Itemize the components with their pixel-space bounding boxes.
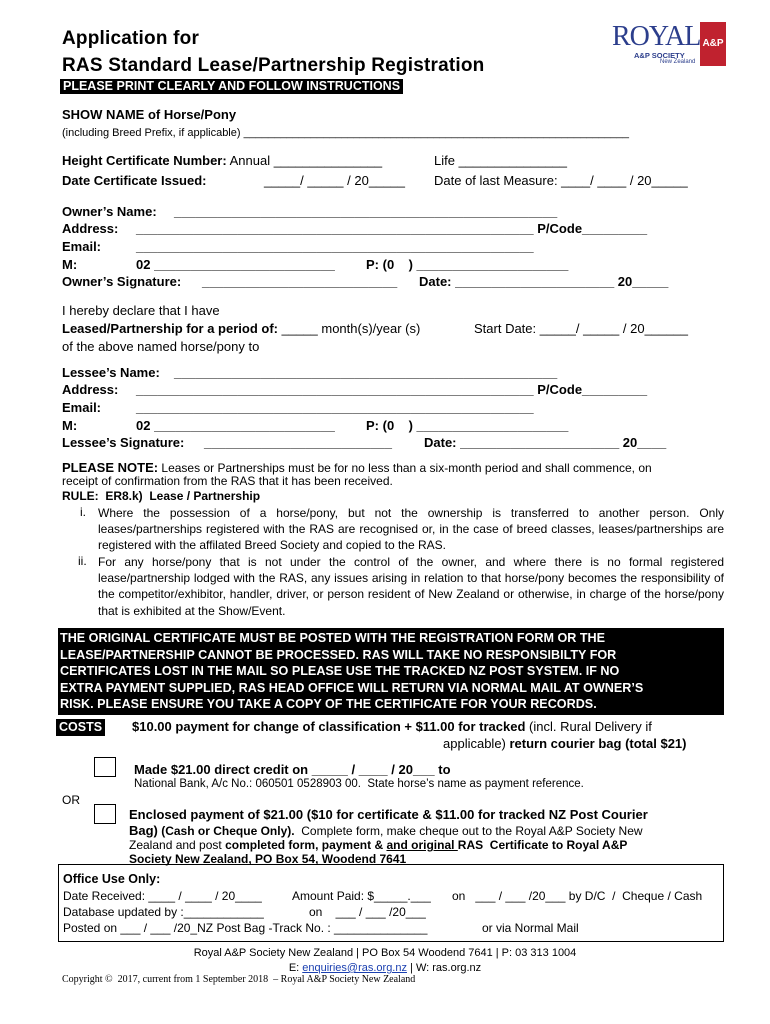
lessee-email-label: Email: [62,400,102,415]
title-line-1: Application for [62,28,200,49]
lessee-mobile-label: M: [62,418,78,433]
lessee-address-label: Address: [62,382,119,397]
direct-credit-checkbox[interactable] [94,757,116,777]
note-line-1 [62,460,652,475]
zealand-line [129,838,627,852]
owner-address-label: Address: [62,221,119,236]
direct-credit-row [134,762,451,777]
owner-date-field[interactable]: Date: ______________________ 20_____ [419,274,669,289]
lessee-name-field[interactable]: _____________________________________________________ [174,365,558,380]
direct-credit-label: Made $21.00 direct credit on [134,762,309,777]
normal-mail-text: or via Normal Mail [482,921,579,935]
posted-field[interactable]: Posted on ___ / ___ /20_NZ Post Bag -Track No. : ______________ [63,921,428,935]
or-text: OR [62,793,80,807]
date-received-field[interactable]: Date Received: ____ / ____ / 20____ [63,889,262,903]
bag-line [129,823,643,838]
rule-item-ii-number: ii. [78,554,87,568]
payment-date-method-field[interactable]: on ___ / ___ /20___ by D/C / Cheque / Cash [452,889,703,903]
zealand-bold-2: RAS Certificate to Royal A&P [457,838,628,852]
date-issued-field[interactable]: _____/ _____ / 20_____ [264,173,405,188]
footer-address: Royal A&P Society New Zealand | PO Box 54 Woodend 7641 | P: 03 313 1004 [193,947,577,959]
date-issued-label: Date Certificate Issued: [62,173,207,188]
costs-line-2 [443,736,686,751]
owner-phone-field[interactable]: P: (0 ) _____________________ [366,257,569,272]
lease-period-label: Leased/Partnership for a period of: [62,321,278,336]
start-date-field[interactable]: Start Date: _____/ _____ / 20______ [474,321,688,336]
footer-email-prefix: E: [288,962,303,974]
certificate-notice-banner [58,628,724,715]
bag-cheque: (Cash or Cheque Only). [157,824,295,838]
costs-line-2-rest: applicable) [443,736,510,751]
costs-badge: COSTS [56,719,105,736]
bank-account-text: National Bank, A/c No.: 060501 0528903 00. State horse’s name as payment reference. [134,778,584,790]
rule-item-ii: For any horse/pony that is not under the control of the owner, and where there is no formal registered lease/partnership lodged with the RAS, any issues arising in relation to that horse/pony becomes the responsibility of the competitor/exhibitor, handler, driver, or person resident of New Zealand or otherwise, in charge of the horse/pony that is exhibited at the Show/Event. [98,555,724,618]
enclosed-payment-checkbox[interactable] [94,804,116,824]
life-field[interactable]: Life _______________ [434,153,568,168]
notice-line-2: LEASE/PARTNERSHIP CANNOT BE PROCESSED. RAS WILL TAKE NO RESPONSIBILTY FOR [60,647,617,662]
note-label: PLEASE NOTE: [62,460,159,475]
footer-contact [0,962,770,974]
owner-address-field[interactable]: _______________________________________________________ P/Code_________ [136,221,648,236]
amount-paid-field[interactable]: Amount Paid: $_____.___ [292,889,431,903]
owner-signature-field[interactable]: ___________________________ [202,274,398,289]
bag-rest: Complete form, make cheque out to the Royal A&P Society New [294,824,643,838]
instruction-banner: PLEASE PRINT CLEARLY AND FOLLOW INSTRUCTIONS [60,79,403,94]
society-address: Society New Zealand, PO Box 54, Woodend 7641 [129,852,407,866]
logo-nz: New Zealand [660,59,696,65]
lessee-signature-field[interactable]: __________________________ [204,435,392,450]
costs-line-1 [132,719,652,734]
notice-line-4: EXTRA PAYMENT SUPPLIED, RAS HEAD OFFICE WILL RETURN VIA NORMAL MAIL AT OWNER’S [60,680,644,695]
annual-field[interactable]: Annual _______________ [226,153,383,168]
rule-item-i: Where the possession of a horse/pony, but not the ownership is transferred to another person. Only leases/partnerships registered with the RAS are recognised or, in the case of breed classes, leases/partnerships are registered with the affilated Breed Society and copied to the RAS. [98,506,724,553]
note-text-1: Leases or Partnerships must be for no less than a six-month period and shall commence, on [158,461,652,475]
lease-period-field[interactable]: _____ month(s)/year (s) [278,321,421,336]
lessee-phone-field[interactable]: P: (0 ) _____________________ [366,418,569,433]
last-measure-field[interactable]: Date of last Measure: ____/ ____ / 20_____ [434,173,688,188]
owner-name-label: Owner’s Name: [62,204,157,219]
costs-line-2-bold: return courier bag (total $21) [509,736,687,751]
bag-bold: Bag) [129,823,158,838]
declare-line-1: I hereby declare that I have [62,303,220,318]
owner-mobile-field[interactable]: 02 _________________________ [136,257,335,272]
zealand-underline: and original [386,838,458,852]
office-title: Office Use Only: [63,872,161,886]
zealand-rest: Zealand and post [129,838,226,852]
logo-ap-badge: A&P [700,22,726,66]
footer-copyright: Copyright © 2017, current from 1 September 2018 – Royal A&P Society New Zealand [62,974,416,985]
owner-name-field[interactable]: _____________________________________________________ [174,204,558,219]
lessee-email-field[interactable]: _______________________________________________________ [136,400,534,415]
note-line-2: receipt of confirmation from the RAS that it has been received. [62,474,393,488]
owner-mobile-label: M: [62,257,78,272]
enclosed-payment-label: Enclosed payment of $21.00 ($10 for certificate & $11.00 for tracked NZ Post Courier [129,807,648,822]
footer-web: | W: ras.org.nz [406,962,482,974]
office-use-box [58,864,724,942]
lessee-address-field[interactable]: _______________________________________________________ P/Code_________ [136,382,648,397]
owner-email-label: Email: [62,239,102,254]
rule-item-i-number: i. [80,505,86,519]
lessee-signature-label: Lessee’s Signature: [62,435,185,450]
lessee-date-field[interactable]: Date: ______________________ 20____ [424,435,667,450]
breed-prefix-field[interactable]: (including Breed Prefix, if applicable) _______________________________________________________________ [62,127,630,139]
direct-credit-date-field[interactable]: _____ / ____ / 20___ to [308,762,451,777]
zealand-bold: completed form, payment & [225,838,387,852]
declare-line-3: of the above named horse/pony to [62,339,260,354]
database-updated-field[interactable]: Database updated by :____________ [63,905,264,919]
notice-line-3: CERTIFICATES LOST IN THE MAIL SO PLEASE USE THE TRACKED NZ POST SYSTEM. IF NO [60,664,620,678]
lease-period-row [62,321,420,336]
lessee-mobile-field[interactable]: 02 _________________________ [136,418,335,433]
height-certificate-row [62,153,382,168]
lessee-name-label: Lessee’s Name: [62,365,160,380]
logo-society: A&P SOCIETY [634,51,685,60]
notice-line-1: THE ORIGINAL CERTIFICATE MUST BE POSTED WITH THE REGISTRATION FORM OR THE [60,631,606,645]
footer-email-link[interactable]: enquiries@ras.org.nz [302,962,407,974]
notice-line-5: RISK. PLEASE ENSURE YOU TAKE A COPY OF THE CERTIFICATE FOR YOUR RECORDS. [60,697,597,711]
owner-signature-label: Owner’s Signature: [62,274,182,289]
show-name-label: SHOW NAME of Horse/Pony [62,107,237,122]
title-line-2: RAS Standard Lease/Partnership Registration [62,55,485,76]
owner-email-field[interactable]: _______________________________________________________ [136,239,534,254]
ras-logo [612,22,726,66]
logo-royal: ROYAL [612,21,701,52]
database-date-field[interactable]: on ___ / ___ /20___ [309,905,426,919]
rule-heading: RULE: ER8.k) Lease / Partnership [62,489,261,503]
costs-line-1-bold: $10.00 payment for change of classification + $11.00 for tracked [132,719,526,734]
costs-line-1-rest: (incl. Rural Delivery if [525,719,652,734]
height-label: Height Certificate Number: [62,153,227,168]
